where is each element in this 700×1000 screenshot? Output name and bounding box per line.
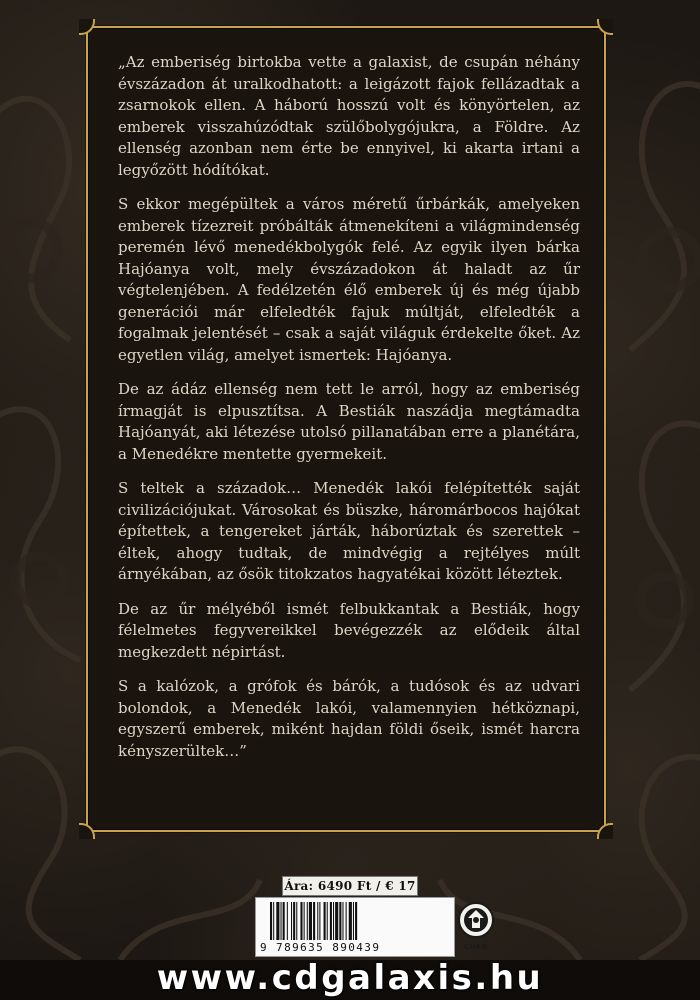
barcode-bar: [342, 902, 343, 940]
barcode-bar: [296, 902, 297, 940]
barcode-bar: [293, 902, 295, 940]
isbn-barcode: [255, 897, 455, 957]
barcode-icon: [270, 902, 440, 940]
barcode-bar: [335, 902, 338, 940]
barcode-bar: [355, 902, 357, 940]
barcode-bar: [346, 902, 347, 940]
barcode-bar: [330, 902, 332, 940]
barcode-bar: [324, 902, 326, 940]
barcode-bar: [291, 902, 292, 940]
price-label: Ára: 6490 Ft / € 17: [282, 876, 418, 896]
website-watermark[interactable]: www.cdgalaxis.hu: [156, 958, 544, 998]
barcode-bar: [333, 902, 334, 940]
isbn-number: 9 789635 890439: [260, 941, 381, 954]
barcode-bar: [313, 902, 315, 940]
barcode-bar: [283, 902, 285, 940]
barcode-bar: [353, 902, 354, 940]
barcode-bar: [300, 902, 302, 940]
blurb-paragraph: S teltek a századok… Menedék lakói felépítették saját civilizációjukat. Városokat és büszke, háromárbocos hajókat építettek, a tengereket járták, háborúztak és szerettek – éltek, ahogy tudtak, de mindvégig a rejtélyes múlt árnyékában, az ősök titokzatos hagyatékai között léteztek.: [118, 479, 580, 583]
barcode-bar: [309, 902, 312, 940]
publisher-logo-icon: [456, 900, 496, 944]
frame-corner: [597, 19, 613, 35]
barcode-bar: [276, 902, 279, 940]
publisher-logo-text: CUAN: [464, 943, 488, 951]
blurb-paragraph: De az űr mélyéből ismét felbukkantak a Bestiák, hogy félelmetes fegyvereikkel bevégezzék az elődeik által megkezdett népirtást.: [118, 599, 580, 661]
blurb-paragraph: S a kalózok, a grófok és bárók, a tudósok és az udvari bolondok, a Menedék lakói, valamennyien hétköznapi, egyszerű emberek, miként hajdan földi őseik, ismét harcra kényszerültek…”: [118, 677, 580, 760]
barcode-bar: [339, 902, 341, 940]
blurb-paragraph: „Az emberiség birtokba vette a galaxist, de csupán néhány évszázadon át uralkodhatott: a leigázott fajok fellázadtak a zsarnokok ellen. A háború hosszú volt és könyörtelen, az emberek visszahúzódtak szülőbolygójukra, a Földre. Az ellenség azonban nem érte be ennyivel, ki akarta irtani a legyőzött hódítókat.: [118, 53, 580, 179]
frame-corner: [79, 823, 95, 839]
blurb-paragraph: De az ádáz ellenség nem tett le arról, hogy az emberiség írmagját is elpusztítsa. A Bestiák naszádja megtámadta Hajóanyát, aki létezése utolsó pillanatában erre a planétára, a Menedékre mentette gyermekeit.: [118, 380, 580, 463]
barcode-bar: [304, 902, 305, 940]
publisher-logo: [456, 900, 496, 956]
barcode-bar: [307, 902, 308, 940]
barcode-bar: [327, 902, 328, 940]
barcode-bar: [317, 902, 318, 940]
barcode-bar: [287, 902, 288, 940]
barcode-bar: [349, 902, 352, 940]
barcode-bar: [270, 902, 272, 940]
blurb-paragraph: S ekkor megépültek a város méretű űrbárkák, amelyeken emberek tízezreit próbálták átmenekíteni a világmindenség peremén lévő menedékbolygók felé. Az egyik ilyen bárka Hajóanya volt, mely évszázadokon át haladt az űr végtelenjében. A fedélzetén élő emberek új és még újabb generációi már elfeledték fajuk múltját, elfeledték a fogalmak jelentését – csak a saját világuk érdekelte őket. Az egyetlen világ, amelyet ismertek: Hajóanya.: [118, 195, 580, 364]
barcode-bar: [319, 902, 320, 940]
barcode-bar: [273, 902, 274, 940]
blurb-text: [118, 52, 580, 775]
barcode-bar: [281, 902, 282, 940]
